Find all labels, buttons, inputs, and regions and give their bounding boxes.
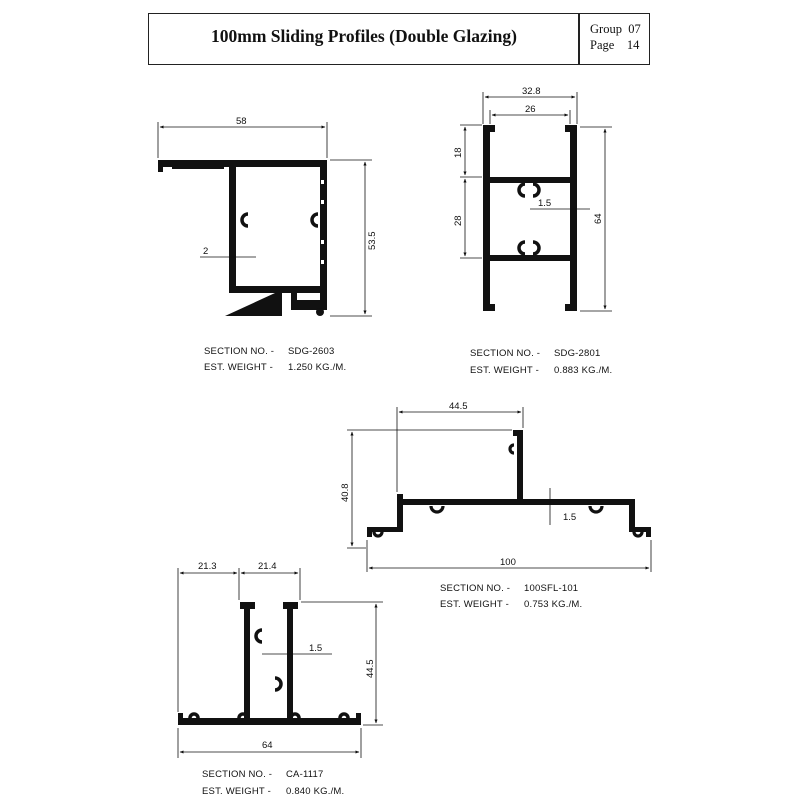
weight-info-100sfl-101 (440, 599, 582, 610)
dim-width: 64 (262, 740, 273, 751)
dim-lower: 28 (453, 215, 464, 226)
weight-value: 1.250 KG./M. (288, 362, 347, 373)
group-value: 07 (628, 22, 641, 36)
weight-value: 0.753 KG./M. (524, 599, 583, 610)
page-value: 14 (626, 38, 640, 52)
weight-label: EST. WEIGHT - (470, 365, 539, 376)
dim-wall: 1.5 (563, 512, 577, 523)
dim-right-width: 21.4 (258, 561, 277, 572)
dim-outer-width: 32.8 (522, 86, 541, 97)
section-number: SDG-2801 (554, 348, 601, 359)
weight-info-ca-1117 (202, 786, 344, 797)
section-number: CA-1117 (286, 769, 324, 780)
weight-value: 0.883 KG./M. (554, 365, 613, 376)
weight-label: EST. WEIGHT - (204, 362, 273, 373)
group-label: Group (590, 22, 622, 36)
profile-ca-1117 (178, 561, 383, 758)
weight-info-sdg-2801 (470, 365, 612, 376)
dim-width: 100 (500, 557, 516, 568)
dim-height: 44.5 (365, 659, 376, 678)
weight-value: 0.840 KG./M. (286, 786, 345, 797)
weight-info-sdg-2603 (204, 362, 346, 373)
section-number: 100SFL-101 (524, 583, 579, 594)
dim-left-width: 21.3 (198, 561, 217, 572)
weight-label: EST. WEIGHT - (202, 786, 271, 797)
dim-wall: 1.5 (538, 198, 552, 209)
page-label: Page (590, 38, 615, 52)
section-label: SECTION NO. - (440, 583, 511, 594)
section-label: SECTION NO. - (204, 346, 275, 357)
dim-inner-width: 26 (525, 104, 536, 115)
dim-wall: 2 (203, 246, 209, 257)
weight-label: EST. WEIGHT - (440, 599, 509, 610)
section-number: SDG-2603 (288, 346, 335, 357)
section-label: SECTION NO. - (202, 769, 273, 780)
section-info-100sfl-101 (440, 583, 578, 594)
section-info-ca-1117 (202, 769, 323, 780)
section-info-sdg-2603 (204, 346, 334, 357)
section-info-sdg-2801 (470, 348, 600, 359)
section-label: SECTION NO. - (470, 348, 541, 359)
profile-100sfl-101 (340, 401, 651, 572)
dim-height: 64 (593, 213, 604, 224)
dim-wall: 1.5 (309, 643, 323, 654)
profile-sdg-2603 (158, 116, 378, 316)
dim-top-width: 44.5 (449, 401, 468, 412)
profile-sdg-2801 (453, 86, 612, 311)
dim-height: 40.8 (340, 483, 351, 502)
dim-height: 53.5 (367, 231, 378, 250)
dim-upper: 18 (453, 147, 464, 158)
dim-width: 58 (236, 116, 247, 127)
page-title: 100mm Sliding Profiles (Double Glazing) (211, 26, 517, 46)
